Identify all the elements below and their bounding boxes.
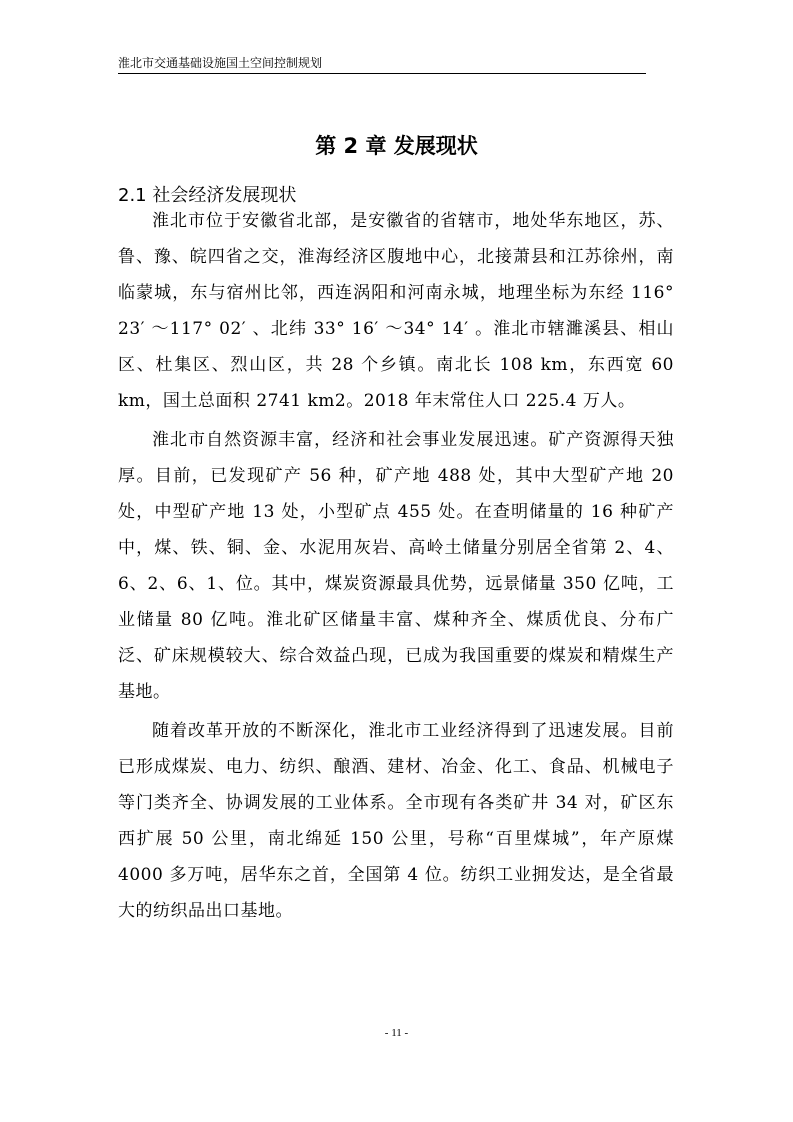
section-heading: 2.1 社会经济发展现状	[118, 185, 297, 206]
paragraph-industry: 随着改革开放的不断深化，淮北市工业经济得到了迅速发展。目前已形成煤炭、电力、纺织、酿酒、建材、冶金、化工、食品、机械电子等门类齐全、协调发展的工业体系。全市现有各类矿井 34 对，矿区东西扩展 50 公里，南北绵延 150 公里，号称“百里煤城”，年产原煤 4000 多万吨，居华东之首，全国第 4 位。纺织工业拥发达，是全省最大的纺织品出口基地。	[118, 721, 674, 921]
page-number: - 11 -	[384, 1027, 409, 1039]
paragraph-resources: 淮北市自然资源丰富，经济和社会事业发展迅速。矿产资源得天独厚。目前，已发现矿产 56 种，矿产地 488 处，其中大型矿产地 20 处，中型矿产地 13 处，小型矿点 455 处。在查明储量的 16 种矿产中，煤、铁、铜、金、水泥用灰岩、高岭土储量分别居全省第 2、4、6、2、6、1、位。其中，煤炭资源最具优势，远景储量 350 亿吨，工业储量 80 亿吨。淮北矿区储量丰富、煤种齐全、煤质优良、分布广泛、矿床规模较大、综合效益凸现，已成为我国重要的煤炭和精煤生产基地。	[118, 430, 674, 702]
paragraph-location: 淮北市位于安徽省北部，是安徽省的省辖市，地处华东地区，苏、鲁、豫、皖四省之交，淮海经济区腹地中心，北接萧县和江苏徐州，南临蒙城，东与宿州比邻，西连涡阳和河南永城，地理坐标为东经 116° 23′ ～117° 02′ 、北纬 33° 16′ ～34° 14′ 。淮北市辖濉溪县、相山区、杜集区、烈山区，共 28 个乡镇。南北长 108 km，东西宽 60 km，国土总面积 2741 km2。2018 年末常住人口 225.4 万人。	[118, 211, 674, 411]
running-header: 淮北市交通基础设施国土空间控制规划	[118, 56, 323, 70]
header-rule	[118, 73, 646, 74]
chapter-title: 第 2 章 发展现状	[315, 134, 478, 158]
body-text	[118, 203, 674, 929]
